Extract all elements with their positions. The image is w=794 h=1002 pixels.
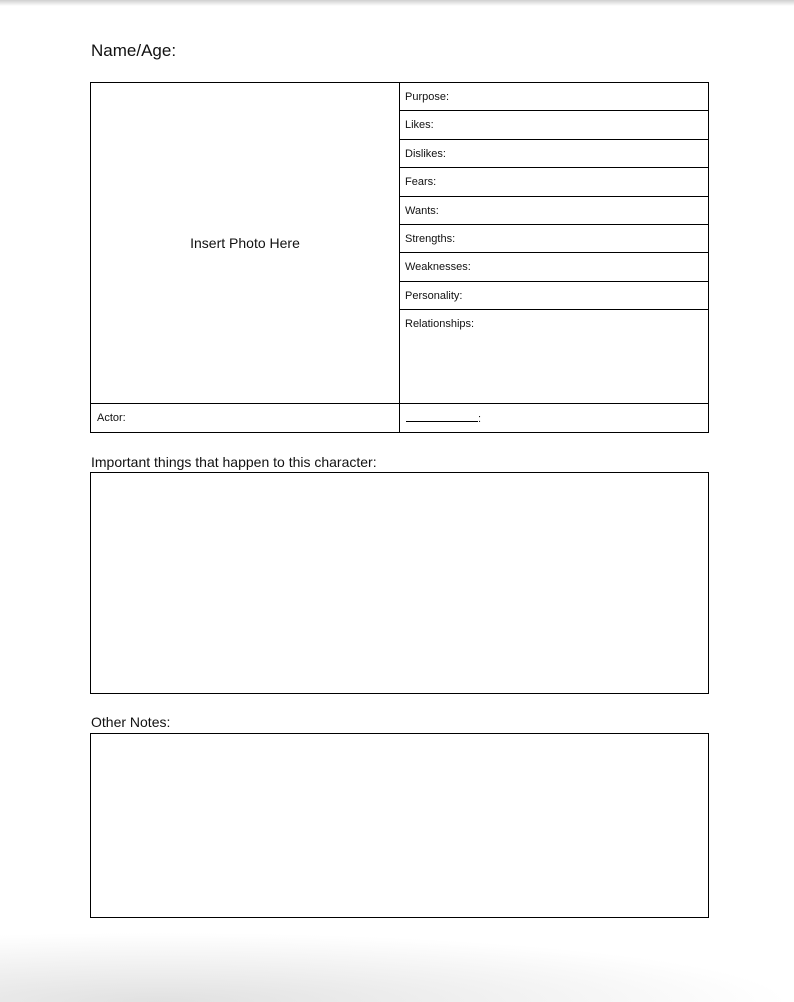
other-notes-label: Other Notes: (91, 714, 171, 730)
attribute-relationships[interactable]: Relationships: (400, 310, 709, 404)
important-events-label: Important things that happen to this character: (91, 454, 377, 470)
important-events-box[interactable] (90, 472, 709, 694)
attribute-fears[interactable]: Fears: (400, 168, 709, 196)
custom-field-cell[interactable] (400, 404, 709, 433)
page-top-shadow (0, 0, 794, 6)
attribute-weaknesses[interactable]: Weaknesses: (400, 253, 709, 281)
attribute-purpose[interactable]: Purpose: (400, 83, 709, 111)
character-profile-table (90, 82, 709, 433)
attribute-personality[interactable]: Personality: (400, 281, 709, 309)
page-bottom-shade (0, 932, 794, 1002)
other-notes-box[interactable] (90, 733, 709, 918)
custom-field-colon: : (478, 413, 482, 426)
name-age-label: Name/Age: (91, 41, 177, 60)
custom-field-blank-line (406, 411, 478, 422)
attribute-likes[interactable]: Likes: (400, 111, 709, 139)
photo-placeholder[interactable] (91, 83, 400, 404)
attribute-strengths[interactable]: Strengths: (400, 224, 709, 252)
attribute-wants[interactable]: Wants: (400, 196, 709, 224)
actor-label: Actor: (97, 412, 126, 425)
actor-cell[interactable] (91, 404, 400, 433)
attribute-dislikes[interactable]: Dislikes: (400, 139, 709, 167)
photo-placeholder-text: Insert Photo Here (190, 235, 300, 252)
